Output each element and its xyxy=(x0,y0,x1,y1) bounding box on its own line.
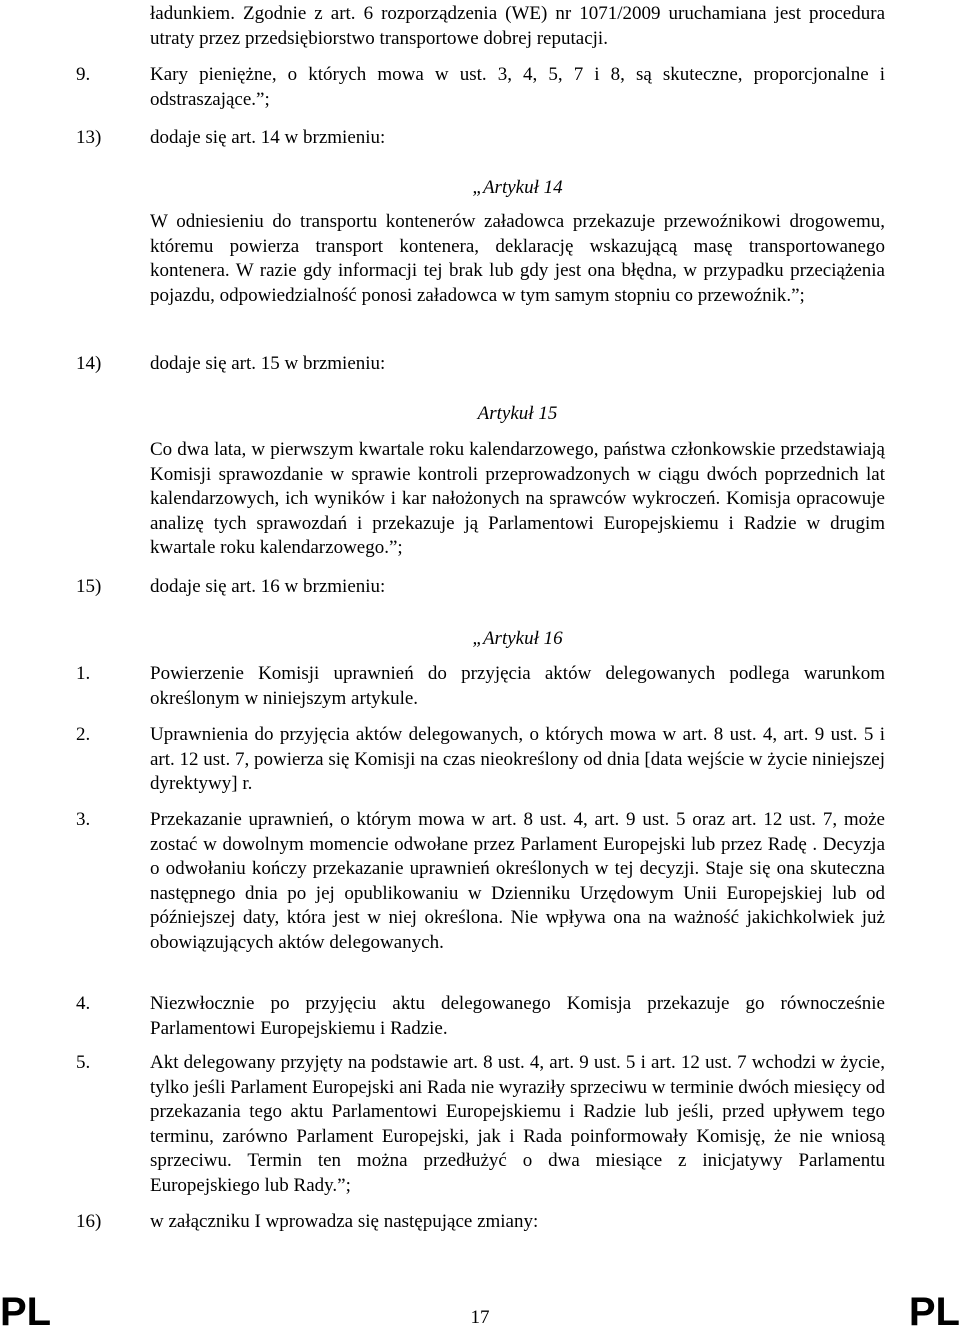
article-16-point-4-number: 4. xyxy=(76,993,91,1014)
article-16-point-5-text: Akt delegowany przyjęty na podstawie art. 8 ust. 4, art. 9 ust. 5 i art. 12 ust. 7 wchodzi w życie, tylko jeśli Parlament Europejski ani Rada nie wyraziły sprzeciwu w terminie dwóch miesięcy od przekazania tego aktu Parlamentowi Europejskiemu i Radzie lub jeśli, przed upływem tego terminu, zarówno Parlament Europejski, jak i Rada poinformowały Komisję, że nie wniosą sprzeciwu. Termin ten można przedłużyć o dwa miesiące z inicjatywy Parlamentu Europejskiego lub Rady.”; xyxy=(150,1052,885,1196)
article-15-text: Co dwa lata, w pierwszym kwartale roku kalendarzowego, państwa członkowskie przedstawiają Komisji sprawozdanie w sprawie kontroli przeprowadzonych w ciągu dwóch poprzednich lat kalendarzowych, ich wyników i kar nałożonych na sprawców wykroczeń. Komisja opracowuje analizę tych sprawozdań i przekazuje ją Parlamentowi Europejskiemu i Radzie w drugim kwartale roku kalendarzowego.”; xyxy=(150,439,885,558)
article-15-heading: Artykuł 15 xyxy=(477,403,558,424)
article-16-point-1-number: 1. xyxy=(76,663,91,684)
item-15-text: dodaje się art. 16 w brzmieniu: xyxy=(150,576,386,597)
item-13-number: 13) xyxy=(76,127,102,148)
article-16-heading: „Artykuł 16 xyxy=(472,628,563,649)
article-16-point-1-text: Powierzenie Komisji uprawnień do przyjęcia aktów delegowanych podlega warunkom określonym w niniejszym artykule. xyxy=(150,663,885,709)
article-16-point-3-text: Przekazanie uprawnień, o którym mowa w art. 8 ust. 4, art. 9 ust. 5 oraz art. 12 ust. 7, może zostać w dowolnym momencie odwołane przez Parlament Europejski lub przez Radę . Decyzja o odwołaniu kończy przekazanie uprawnień określonych w tej decyzji. Staje się ona skuteczna następnego dnia po jej opublikowaniu w Dzienniku Urzędowym Unii Europejskiej lub od późniejszej daty, która jest w niej określona. Nie wpływa ona na ważność jakichkolwiek już obowiązujących aktów delegowanych. xyxy=(150,809,885,953)
article-16-point-3-number: 3. xyxy=(76,809,91,830)
item-14-number: 14) xyxy=(76,353,102,374)
article-14-text: W odniesieniu do transportu kontenerów załadowca przekazuje przewoźnikowi drogowemu, któremu powierza transport kontenera, deklarację wskazującą masę transportowanego kontenera. W razie gdy informacji tej brak lub gdy jest ona błędna, w przypadku przeciążenia pojazdu, odpowiedzialność ponosi załadowca w tym samym stopniu co przewoźnik.”; xyxy=(150,211,885,306)
item-13-text: dodaje się art. 14 w brzmieniu: xyxy=(150,127,386,148)
paragraph-8-continuation: ładunkiem. Zgodnie z art. 6 rozporządzenia (WE) nr 1071/2009 uruchamiana jest procedura utraty przez przedsiębiorstwo transportowe dobrej reputacji. xyxy=(150,3,885,49)
article-16-point-5-number: 5. xyxy=(76,1052,91,1073)
item-16-text: w załączniku I wprowadza się następujące zmiany: xyxy=(150,1211,539,1232)
article-16-point-2-text: Uprawnienia do przyjęcia aktów delegowanych, o których mowa w art. 8 ust. 4, art. 9 ust. 5 i art. 12 ust. 7, powierza się Komisji na czas nieokreślony od dnia [data wejście w życie niniejszej dyrektywy] r. xyxy=(150,724,885,794)
item-16-number: 16) xyxy=(76,1211,102,1232)
point-9-text: Kary pieniężne, o których mowa w ust. 3, 4, 5, 7 i 8, są skuteczne, proporcjonalne i odstraszające.”; xyxy=(150,64,885,110)
footer-language-right: PL xyxy=(908,1290,960,1334)
article-16-point-4-text: Niezwłocznie po przyjęciu aktu delegowanego Komisja przekazuje go równocześnie Parlamentowi Europejskiemu i Radzie. xyxy=(150,993,885,1039)
article-14-heading: „Artykuł 14 xyxy=(472,177,563,198)
item-15-number: 15) xyxy=(76,576,102,597)
page-number: 17 xyxy=(470,1307,490,1328)
item-14-text: dodaje się art. 15 w brzmieniu: xyxy=(150,353,386,374)
footer-language-left: PL xyxy=(0,1290,52,1334)
point-9-number: 9. xyxy=(76,64,91,85)
article-16-point-2-number: 2. xyxy=(76,724,91,745)
